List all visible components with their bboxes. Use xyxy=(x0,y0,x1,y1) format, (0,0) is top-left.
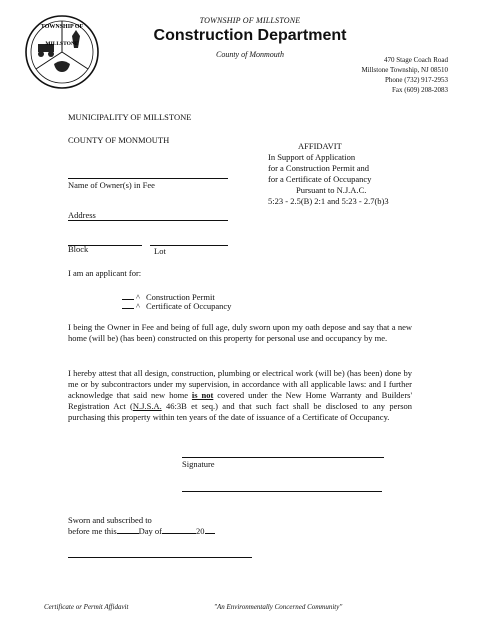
attestation-text: covered under the New Home Warranty and Builders' Registration Act ( xyxy=(68,390,412,411)
affidavit-line: Pursuant to N.J.A.C. xyxy=(296,185,367,195)
month-blank[interactable] xyxy=(162,533,196,534)
owner-statement: I being the Owner in Fee and being of full age, duly sworn upon my oath depose and say that a new home (will be) (has been) constructed on this property for personal use and occupancy by me. xyxy=(68,322,412,343)
notary-line[interactable] xyxy=(68,557,252,558)
block-label: Block xyxy=(68,244,89,254)
address-line: 470 Stage Coach Road xyxy=(384,56,448,64)
township-seal xyxy=(24,14,100,90)
affidavit-line: In Support of Application xyxy=(268,152,356,162)
county-label: COUNTY OF MONMOUTH xyxy=(68,135,170,145)
address-line-1[interactable] xyxy=(68,220,228,221)
owner-name-line[interactable] xyxy=(68,178,228,179)
sworn-date-line xyxy=(68,526,215,536)
signature-line-top[interactable] xyxy=(182,457,384,458)
applicant-label: I am an applicant for: xyxy=(68,268,142,278)
day-text: Day xyxy=(138,526,153,536)
affidavit-title: AFFIDAVIT xyxy=(298,141,342,151)
address-label: Address xyxy=(68,210,96,220)
of-text: of xyxy=(154,526,163,536)
before-text: before me this xyxy=(68,526,117,536)
municipality-label: MUNICIPALITY OF MILLSTONE xyxy=(68,112,192,122)
affidavit-line: 5:23 - 2.5(B) 2:1 and 5:23 - 2.7(b)3 xyxy=(268,196,389,206)
footer-left: Certificate or Permit Affidavit xyxy=(44,603,129,611)
year-blank[interactable] xyxy=(205,533,215,534)
sworn-label: Sworn and subscribed to xyxy=(68,515,152,525)
affidavit-line: for a Certificate of Occupancy xyxy=(268,174,372,184)
signature-line[interactable] xyxy=(182,491,382,492)
year-text: 20 xyxy=(196,526,205,536)
attestation-paragraph xyxy=(68,368,412,423)
seal-text-bottom: MILLSTONE xyxy=(45,41,79,47)
township-name: TOWNSHIP OF MILLSTONE xyxy=(199,16,301,25)
department-title: Construction Department xyxy=(153,27,347,44)
county-name: County of Monmouth xyxy=(216,50,284,59)
checkbox-blank[interactable] xyxy=(122,308,134,309)
caret-icon: ^ xyxy=(136,292,140,302)
lot-label: Lot xyxy=(154,246,166,256)
option-label: Construction Permit xyxy=(146,292,215,302)
option-label: Certificate of Occupancy xyxy=(146,301,232,311)
footer-motto: "An Environmentally Concerned Community" xyxy=(214,603,343,611)
attestation-text: I hereby attest that all design, construction, plumbing or electrical work (will be) (has been) done by me or by subcontractors under my supervision, in accordance with all applicable laws: and I further acknowledge that said new home xyxy=(68,368,412,400)
address-line: Millstone Township, NJ 08510 xyxy=(361,66,448,74)
checkbox-blank[interactable] xyxy=(122,299,134,300)
option-certificate-occupancy[interactable] xyxy=(122,301,231,311)
statute-citation: N.J.S.A. xyxy=(132,401,162,411)
signature-label: Signature xyxy=(182,459,215,469)
contact-address xyxy=(300,55,448,95)
affidavit-line: for a Construction Permit and xyxy=(268,163,370,173)
caret-icon: ^ xyxy=(136,301,140,311)
seal-text-top: TOWNSHIP OF xyxy=(40,24,84,30)
attestation-emphasis: is not xyxy=(191,390,214,400)
day-blank[interactable] xyxy=(117,533,139,534)
owner-name-label: Name of Owner(s) in Fee xyxy=(68,180,155,190)
address-line: Phone (732) 917-2953 xyxy=(385,76,448,84)
attestation-text: 46:3B et seq.) and that such fact shall be disclosed to any person purchasing this property within ten years of the date of issuance of a Certificate of Occupancy. xyxy=(68,401,413,422)
affidavit-heading xyxy=(268,141,458,207)
address-line: Fax (609) 208-2083 xyxy=(392,86,448,94)
